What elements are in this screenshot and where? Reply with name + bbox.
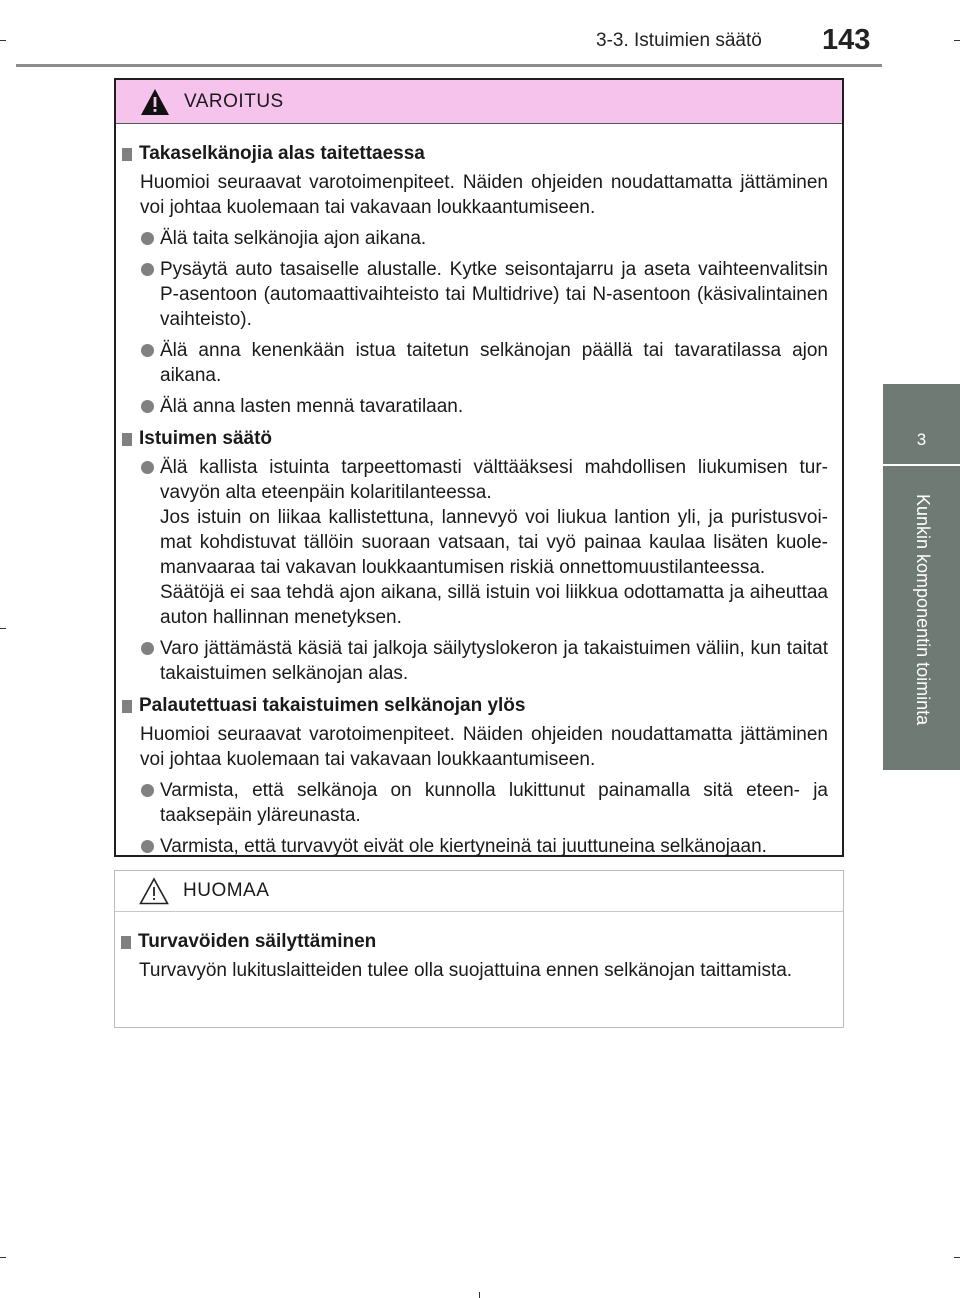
list-item: Varmista, että selkänoja on kunnolla lukittunut painamalla sitä eteen- ja taaksepäin yläreunasta. (160, 778, 828, 828)
list-item: Älä anna lasten mennä tavaratilaan. (160, 394, 828, 419)
section-title (122, 694, 828, 718)
list-item: Pysäytä auto tasaiselle alustalle. Kytke seisontajarru ja aseta vaihteenvalitsin P-asentoon (automaattivaihteisto tai Multidrive) tai N-asentoon (käsivalintainen vaihteisto). (160, 257, 828, 332)
warning-triangle-icon (140, 88, 170, 116)
list-item: Älä kallista istuinta tarpeettomasti välttääksesi mahdollisen liukumisen turvavyön alta eteenpäin kolaritilanteessa. Jos istuin on liikaa kallistettuna, lannevyö voi liukua lantion yli, ja puristusvoimat kohdistuvat tällöin suoraan vatsaan, tai vyö painaa kaulaa lisäten kuolemanvaaraa tai vakavan loukkaantumisen riskiä onnettomuustilanteessa. Säätöjä ei saa tehdä ajon aikana, sillä istuin voi liikkua odottamatta ja aiheuttaa auton hallinnan menetyksen. (160, 455, 828, 630)
header-rule (16, 64, 882, 67)
notice-box (114, 870, 844, 1028)
bullet-dot-icon (141, 784, 154, 797)
section-title-text: Turvavöiden säilyttäminen (138, 931, 377, 952)
notice-title: HUOMAA (183, 880, 270, 901)
warning-title: VAROITUS (184, 90, 284, 112)
square-bullet-icon (122, 433, 132, 446)
crop-mark (0, 40, 6, 41)
chapter-side-tab (883, 384, 960, 770)
square-bullet-icon (122, 700, 132, 713)
section-title-text: Palautettuasi takaistuimen selkänojan ylös (139, 695, 526, 716)
bullet-dot-icon (141, 400, 154, 413)
bullet-dot-icon (141, 344, 154, 357)
chapter-title: Kunkin komponentin toiminta (913, 494, 933, 726)
chapter-number-box (883, 384, 960, 466)
section-intro: Huomioi seuraavat varotoimenpiteet. Näiden ohjeiden noudattamatta jättäminen voi johtaa kuolemaan tai vakavaan loukkaantumiseen. (140, 172, 828, 218)
crop-mark (0, 1257, 6, 1258)
list-item: Älä taita selkänojia ajon aikana. (160, 226, 828, 251)
crop-mark (954, 40, 960, 41)
page-number: 143 (822, 24, 871, 56)
warning-body (116, 124, 842, 859)
bullet-dot-icon (141, 461, 154, 474)
list-item: Älä anna kenenkään istua taitetun selkänojan päällä tai tavaratilassa ajon aikana. (160, 338, 828, 388)
section-title (121, 930, 829, 954)
section-title (122, 142, 828, 166)
bullet-dot-icon (141, 840, 154, 853)
notice-header (115, 871, 843, 912)
square-bullet-icon (121, 936, 131, 949)
bullet-dot-icon (141, 232, 154, 245)
square-bullet-icon (122, 148, 132, 161)
list-item: Varmista, että turvavyöt eivät ole kiertyneinä tai juuttuneina selkänojaan. (160, 834, 828, 859)
section-title-text: Takaselkänojia alas taitettaessa (139, 143, 425, 164)
crop-mark (479, 1292, 480, 1298)
notice-text: Turvavyön lukituslaitteiden tulee olla suojattuina ennen selkänojan taittamista. (139, 960, 793, 981)
section-intro: Huomioi seuraavat varotoimenpiteet. Näiden ohjeiden noudattamatta jättäminen voi johtaa kuolemaan tai vakavaan loukkaantumiseen. (140, 724, 828, 770)
section-title (122, 427, 828, 451)
crop-mark (0, 628, 6, 629)
section-title-text: Istuimen säätö (139, 428, 273, 449)
notice-body (115, 912, 843, 983)
list-item: Varo jättämästä käsiä tai jalkoja säilytyslokeron ja takaistuimen väliin, kun taitat takaistuimen selkänojan alas. (160, 636, 828, 686)
running-header: 3-3. Istuimien säätö (596, 30, 762, 51)
warning-box (114, 78, 844, 857)
warning-header (116, 80, 842, 124)
crop-mark (954, 1257, 960, 1258)
chapter-number: 3 (916, 430, 927, 449)
caution-triangle-outline-icon (139, 877, 169, 905)
bullet-dot-icon (141, 263, 154, 276)
bullet-dot-icon (141, 642, 154, 655)
